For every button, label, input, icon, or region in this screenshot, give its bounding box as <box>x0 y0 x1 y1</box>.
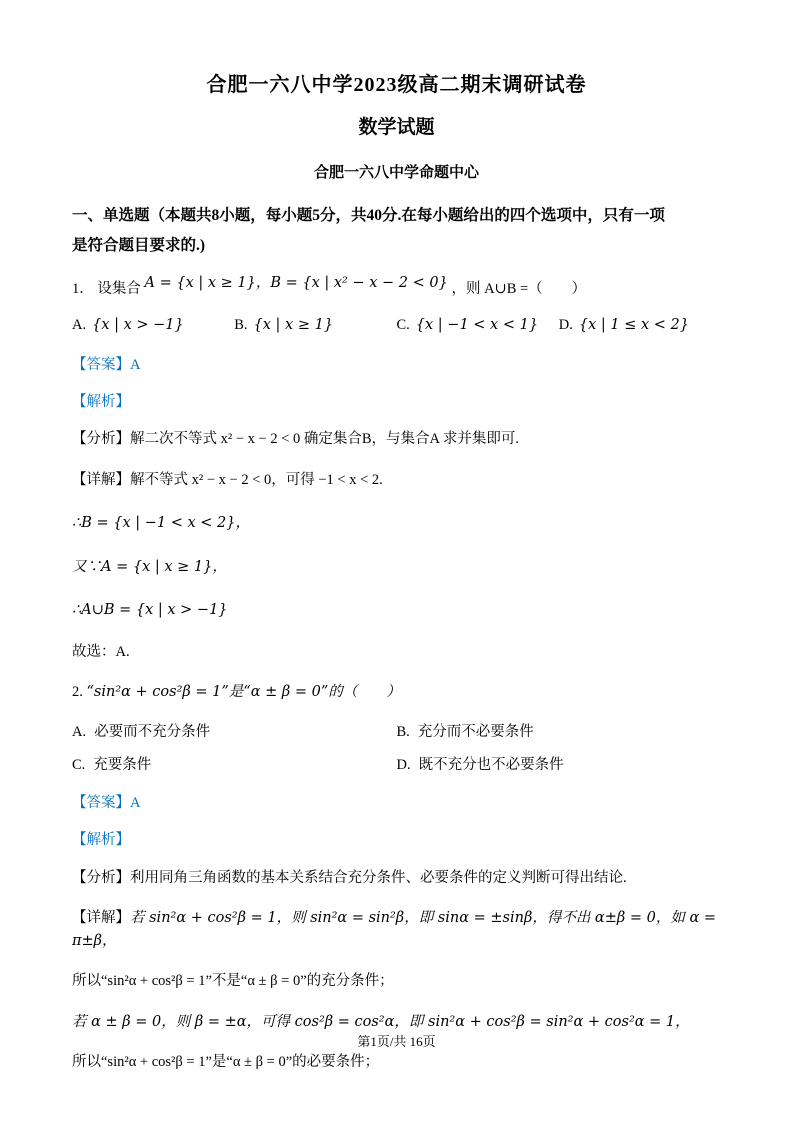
question-2-option-b <box>397 720 722 741</box>
question-2-detail-line-4: 所以“sin²α + cos²β = 1”是“α ± β = 0”的必要条件； <box>72 1054 380 1070</box>
question-2-option-d <box>397 753 722 774</box>
question-1-number: 1． <box>72 281 94 298</box>
detail-label: 【详解】 <box>72 910 130 927</box>
option-b-text: 充分而不必要条件 <box>417 723 534 740</box>
question-2-analysis-header: 【解析】 <box>72 832 130 849</box>
question-1-conclusion: 故选：A. <box>72 643 130 660</box>
option-c-label: C. <box>396 316 410 333</box>
answer-value: A <box>130 794 141 811</box>
question-2-detail-line-2: 所以“sin²α + cos²β = 1”不是“α ± β = 0”的充分条件； <box>72 973 394 990</box>
option-a-text: {x | x > −1} <box>92 316 184 333</box>
question-1-stem-suffix: ，则 A∪B =（ ） <box>451 281 587 298</box>
analysis-text: 利用同角三角函数的基本关系结合充分条件、必要条件的定义判断可得出结论. <box>130 869 627 886</box>
question-1-stem-prefix: 设集合 <box>97 281 141 298</box>
question-1-option-d <box>559 317 721 334</box>
question-1-answer-line <box>72 354 721 376</box>
question-1-step-1: ∴B = {x | −1 < x < 2}， <box>72 515 250 532</box>
detail-label: 【详解】 <box>72 471 130 488</box>
question-2-option-a <box>72 720 397 741</box>
option-c-label: C. <box>72 756 86 773</box>
page-number-footer: 第1页/共 16页 <box>357 1034 436 1049</box>
question-1-stem <box>72 275 721 300</box>
question-1-options <box>72 317 721 334</box>
option-c-text: {x | −1 < x < 1} <box>415 316 539 333</box>
question-1-detail-line <box>72 469 721 491</box>
analysis-label: 【分析】 <box>72 431 130 448</box>
section-header-line-1: 一、单选题（本题共8小题，每小题5分，共40分.在每小题给出的四个选项中，只有一项 <box>72 207 665 224</box>
question-2-detail-line-1 <box>72 907 721 952</box>
question-1-step-2: 又∵A = {x | x ≥ 1}， <box>72 558 227 575</box>
option-d-text: {x | 1 ≤ x < 2} <box>578 316 689 333</box>
analysis-text: 解二次不等式 x² − x − 2 < 0 确定集合B，与集合A 求并集即可. <box>130 431 519 448</box>
question-1-analysis-line <box>72 428 721 450</box>
question-2-option-c <box>72 753 397 774</box>
question-2-stem-text: “sin²α + cos²β = 1”是“α ± β = 0”的（ ） <box>86 684 401 701</box>
analysis-label: 【分析】 <box>72 869 130 886</box>
option-b-label: B. <box>396 723 410 740</box>
question-2-analysis-line <box>72 867 721 889</box>
answer-label: 【答案】 <box>72 794 130 811</box>
option-a-label: A. <box>72 723 87 740</box>
detail-text-1: 若 sin²α + cos²β = 1，则 sin²α = sin²β，即 sinα = ±sinβ，得不出 α±β = 0，如 α = π±β， <box>72 910 717 949</box>
detail-text: 解不等式 x² − x − 2 < 0，可得 −1 < x < 2. <box>130 471 383 488</box>
section-header-line-2: 是符合题目要求的.) <box>72 237 206 255</box>
question-1-option-b <box>234 317 396 334</box>
option-a-label: A. <box>72 316 87 333</box>
option-d-text: 既不充分也不必要条件 <box>418 756 564 773</box>
option-d-label: D. <box>396 756 411 773</box>
answer-label: 【答案】 <box>72 356 130 373</box>
page-subtitle: 数学试题 <box>358 117 435 138</box>
question-2-stem <box>72 681 721 703</box>
question-1-option-c <box>397 317 559 334</box>
option-b-text: {x | x ≥ 1} <box>253 316 334 333</box>
option-b-label: B. <box>234 316 248 333</box>
question-1-analysis-header: 【解析】 <box>72 393 130 410</box>
question-2-options <box>72 720 721 774</box>
question-2-detail-line-3: 若 α ± β = 0，则 β = ±α，可得 cos²β = cos²α，即 sin²α + cos²β = sin²α + cos²α = 1， <box>72 1013 690 1030</box>
option-a-text: 必要而不充分条件 <box>94 723 211 740</box>
question-1-stem-math: A = {x | x ≥ 1}，B = {x | x² − x − 2 < 0} <box>144 275 448 292</box>
question-1-step-3: ∴A∪B = {x | x > −1} <box>72 602 228 619</box>
page-title: 合肥一六八中学2023级高二期末调研试卷 <box>206 74 587 96</box>
answer-value: A <box>130 356 141 373</box>
exam-authoring-center: 合肥一六八中学命题中心 <box>313 165 479 181</box>
option-c-text: 充要条件 <box>93 756 152 773</box>
option-d-label: D. <box>558 316 573 333</box>
question-2-answer-line <box>72 792 721 814</box>
question-2-number: 2. <box>72 684 83 701</box>
question-1-option-a <box>72 317 234 334</box>
